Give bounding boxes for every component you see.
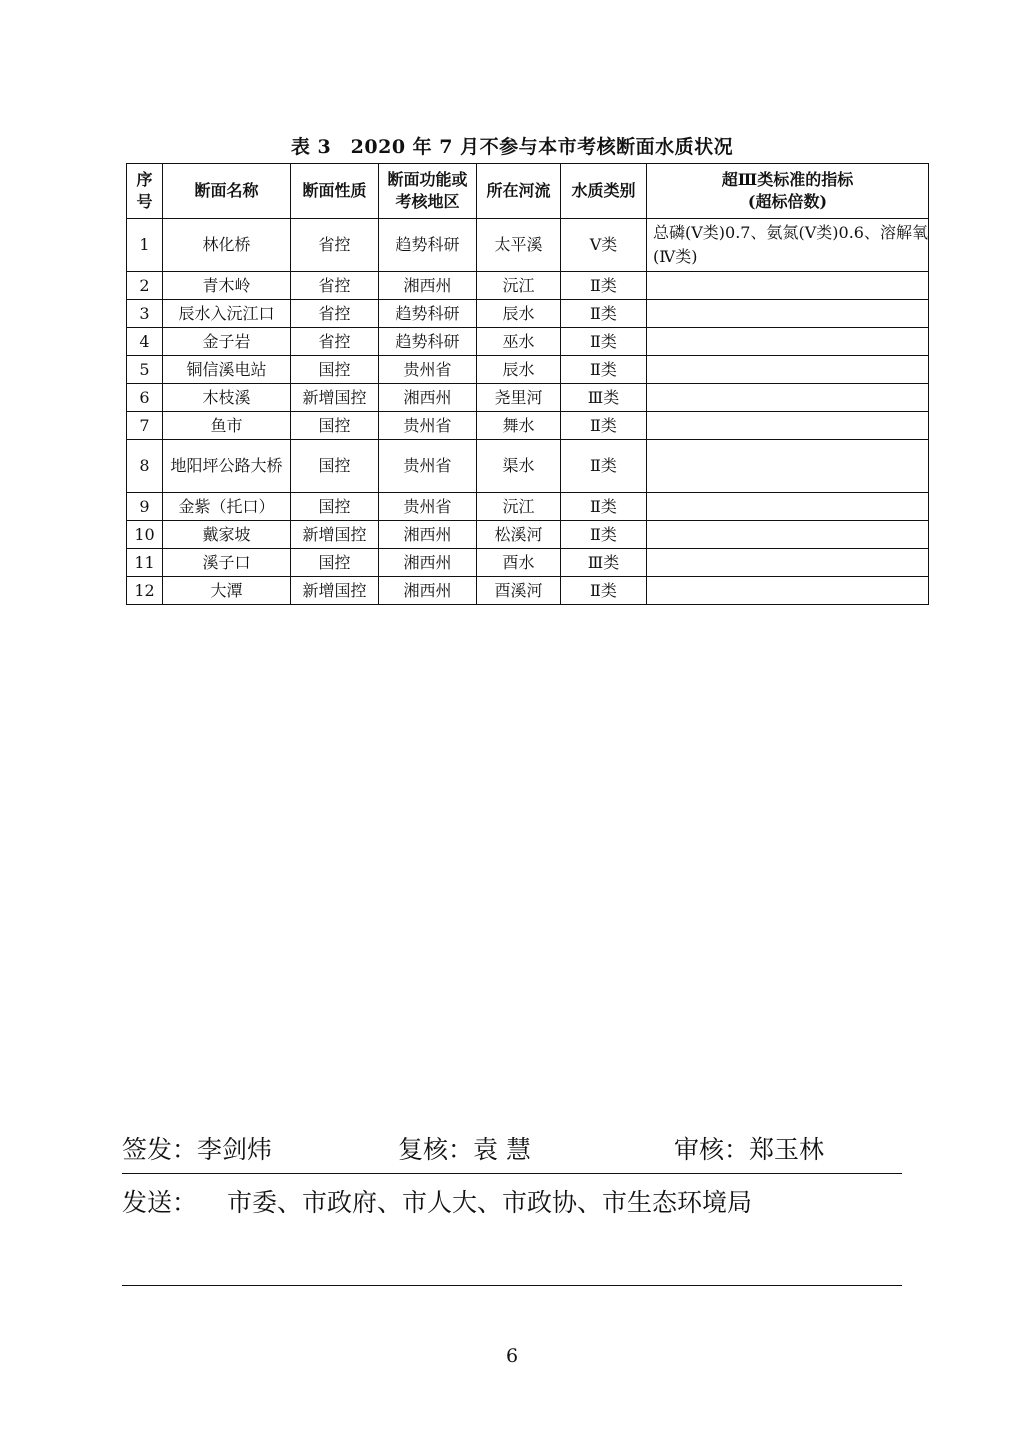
cell-nature: 国控 (291, 440, 379, 493)
header-seq: 序 号 (127, 164, 163, 219)
cell-exceed (647, 440, 929, 493)
cell-seq: 5 (127, 356, 163, 384)
cell-area: 贵州省 (379, 356, 477, 384)
table-row (127, 440, 929, 493)
cell-river: 渠水 (477, 440, 561, 493)
cell-seq: 7 (127, 412, 163, 440)
table-row (127, 219, 929, 272)
cell-exceed (647, 272, 929, 300)
cell-exceed (647, 300, 929, 328)
cell-nature: 省控 (291, 272, 379, 300)
cell-seq: 6 (127, 384, 163, 412)
cell-exceed (647, 384, 929, 412)
cell-seq: 8 (127, 440, 163, 493)
cell-area: 湘西州 (379, 577, 477, 605)
cell-river: 松溪河 (477, 521, 561, 549)
cell-area: 湘西州 (379, 521, 477, 549)
cell-nature: 新增国控 (291, 384, 379, 412)
cell-exceed (647, 412, 929, 440)
cell-nature: 国控 (291, 493, 379, 521)
cell-category: Ⅱ类 (561, 521, 647, 549)
cell-area: 湘西州 (379, 384, 477, 412)
cell-river: 尧里河 (477, 384, 561, 412)
cell-name: 大潭 (163, 577, 291, 605)
table-header-row (127, 164, 929, 219)
cell-river: 酉水 (477, 549, 561, 577)
cell-category: Ⅱ类 (561, 577, 647, 605)
cell-exceed: 总磷(Ⅴ类)0.7、氨氮(Ⅴ类)0.6、溶解氧(Ⅳ类) (647, 219, 929, 272)
cell-category: Ⅱ类 (561, 440, 647, 493)
cell-name: 鱼市 (163, 412, 291, 440)
distribution-line (122, 1183, 752, 1219)
table-row (127, 412, 929, 440)
header-function: 断面功能或 考核地区 (379, 164, 477, 219)
cell-river: 辰水 (477, 356, 561, 384)
signature-issued: 签发：李剑炜 (122, 1135, 273, 1164)
table-row (127, 300, 929, 328)
cell-seq: 2 (127, 272, 163, 300)
table-row (127, 549, 929, 577)
cell-category: Ⅱ类 (561, 412, 647, 440)
cell-name: 木枝溪 (163, 384, 291, 412)
cell-seq: 11 (127, 549, 163, 577)
header-nature: 断面性质 (291, 164, 379, 219)
cell-category: Ⅱ类 (561, 356, 647, 384)
cell-name: 金紫（托口） (163, 493, 291, 521)
cell-name: 金子岩 (163, 328, 291, 356)
table-row (127, 272, 929, 300)
header-category: 水质类别 (561, 164, 647, 219)
cell-river: 沅江 (477, 493, 561, 521)
cell-area: 湘西州 (379, 272, 477, 300)
cell-river: 辰水 (477, 300, 561, 328)
header-river: 所在河流 (477, 164, 561, 219)
table-row (127, 328, 929, 356)
cell-category: Ⅱ类 (561, 328, 647, 356)
cell-seq: 4 (127, 328, 163, 356)
cell-category: Ⅱ类 (561, 272, 647, 300)
cell-nature: 新增国控 (291, 577, 379, 605)
cell-exceed (647, 521, 929, 549)
cell-area: 贵州省 (379, 440, 477, 493)
cell-nature: 国控 (291, 412, 379, 440)
cell-river: 沅江 (477, 272, 561, 300)
cell-nature: 省控 (291, 328, 379, 356)
cell-seq: 1 (127, 219, 163, 272)
cell-river: 巫水 (477, 328, 561, 356)
table-row (127, 384, 929, 412)
cell-area: 趋势科研 (379, 300, 477, 328)
cell-name: 铜信溪电站 (163, 356, 291, 384)
cell-category: Ⅱ类 (561, 493, 647, 521)
cell-seq: 12 (127, 577, 163, 605)
cell-area: 湘西州 (379, 549, 477, 577)
cell-name: 戴家坡 (163, 521, 291, 549)
cell-river: 酉溪河 (477, 577, 561, 605)
cell-category: Ⅴ类 (561, 219, 647, 272)
table-row (127, 521, 929, 549)
cell-name: 林化桥 (163, 219, 291, 272)
cell-name: 溪子口 (163, 549, 291, 577)
cell-seq: 10 (127, 521, 163, 549)
table-row (127, 577, 929, 605)
signature-audit: 审核：郑玉林 (674, 1135, 825, 1164)
cell-exceed (647, 577, 929, 605)
cell-seq: 9 (127, 493, 163, 521)
cell-name: 青木岭 (163, 272, 291, 300)
cell-area: 趋势科研 (379, 219, 477, 272)
cell-river: 舞水 (477, 412, 561, 440)
cell-nature: 新增国控 (291, 521, 379, 549)
cell-category: Ⅲ类 (561, 549, 647, 577)
table-row (127, 356, 929, 384)
cell-area: 贵州省 (379, 493, 477, 521)
cell-category: Ⅲ类 (561, 384, 647, 412)
cell-nature: 国控 (291, 549, 379, 577)
header-name: 断面名称 (163, 164, 291, 219)
signature-review: 复核：袁 慧 (398, 1135, 531, 1164)
cell-exceed (647, 549, 929, 577)
distribution-label: 发送： (122, 1188, 198, 1217)
distribution-divider (122, 1285, 902, 1286)
table-title: 表 3 2020 年 7 月不参与本市考核断面水质状况 (290, 136, 734, 158)
distribution-recipients: 市委、市政府、市人大、市政协、市生态环境局 (227, 1188, 753, 1217)
water-quality-table (126, 163, 929, 605)
cell-nature: 国控 (291, 356, 379, 384)
cell-category: Ⅱ类 (561, 300, 647, 328)
cell-name: 辰水入沅江口 (163, 300, 291, 328)
table-row (127, 493, 929, 521)
cell-area: 贵州省 (379, 412, 477, 440)
signature-divider (122, 1173, 902, 1174)
cell-seq: 3 (127, 300, 163, 328)
cell-exceed (647, 493, 929, 521)
cell-exceed (647, 328, 929, 356)
cell-river: 太平溪 (477, 219, 561, 272)
cell-exceed (647, 356, 929, 384)
page-number: 6 (505, 1345, 519, 1367)
header-exceed: 超Ⅲ类标准的指标 (超标倍数) (647, 164, 929, 219)
cell-name: 地阳坪公路大桥 (163, 440, 291, 493)
cell-nature: 省控 (291, 219, 379, 272)
cell-nature: 省控 (291, 300, 379, 328)
cell-area: 趋势科研 (379, 328, 477, 356)
